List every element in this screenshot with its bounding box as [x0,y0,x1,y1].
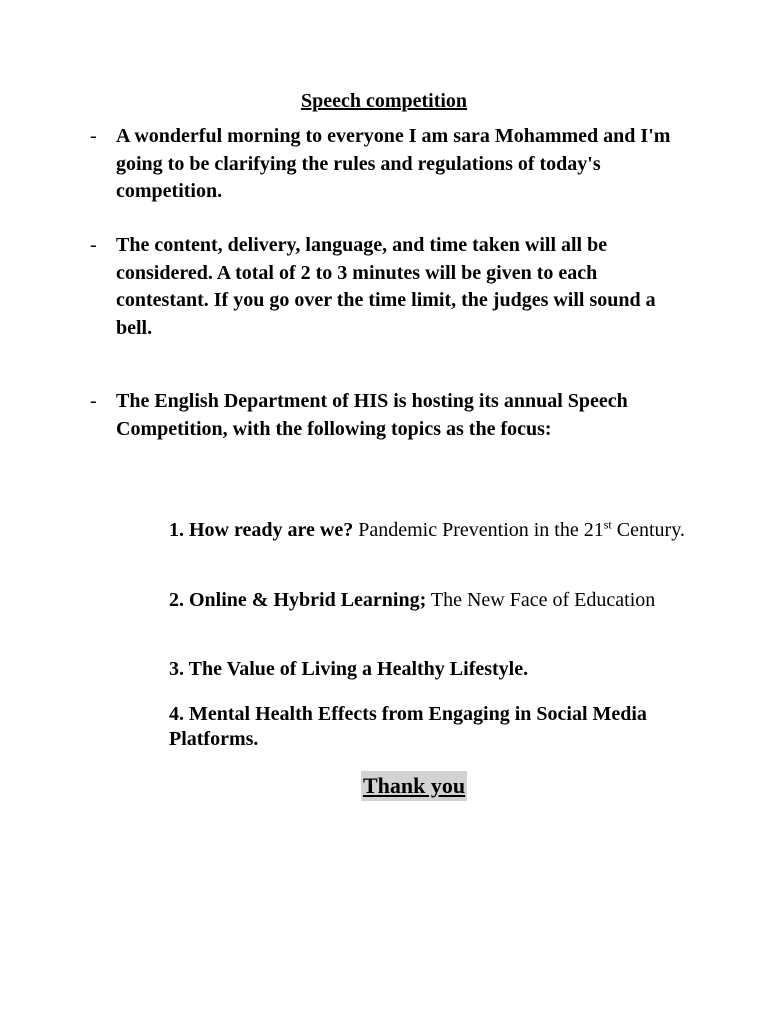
topic-description: The New Face of Education [426,589,656,611]
topic-heading: 2. Online & Hybrid Learning; [169,589,427,611]
bullet-marker: - [90,125,97,147]
topic-heading: 1. How ready are we? [169,519,354,541]
topic-heading: 4. Mental Health Effects from Engaging in Social Media Platforms. [169,703,647,750]
topic-description: Pandemic Prevention in the 21 [353,519,604,541]
topic-item-2 [169,588,689,613]
document-title: Speech competition [300,90,468,112]
topic-description-end: Century. [611,519,685,541]
bullet-text: The content, delivery, language, and time taken will all be considered. A total of 2 to 3 minutes will be given to each contestant. If you go over the time limit, the judges will sound a bell. [116,234,656,339]
closing-thank-you: Thank you [361,771,467,801]
topic-heading: 3. The Value of Living a Healthy Lifestyle. [169,658,529,680]
topic-item-1 [169,518,689,543]
bullet-text: A wonderful morning to everyone I am sara Mohammed and I'm going to be clarifying the rules and regulations of today's competition. [116,125,671,202]
bullet-text: The English Department of HIS is hosting its annual Speech Competition, with the following topics as the focus: [116,390,628,440]
topic-item-3 [169,657,689,682]
topic-item-4 [169,702,689,751]
bullet-marker: - [90,390,97,412]
topic-ordinal-suffix: st [603,517,612,532]
bullet-marker: - [90,234,97,256]
